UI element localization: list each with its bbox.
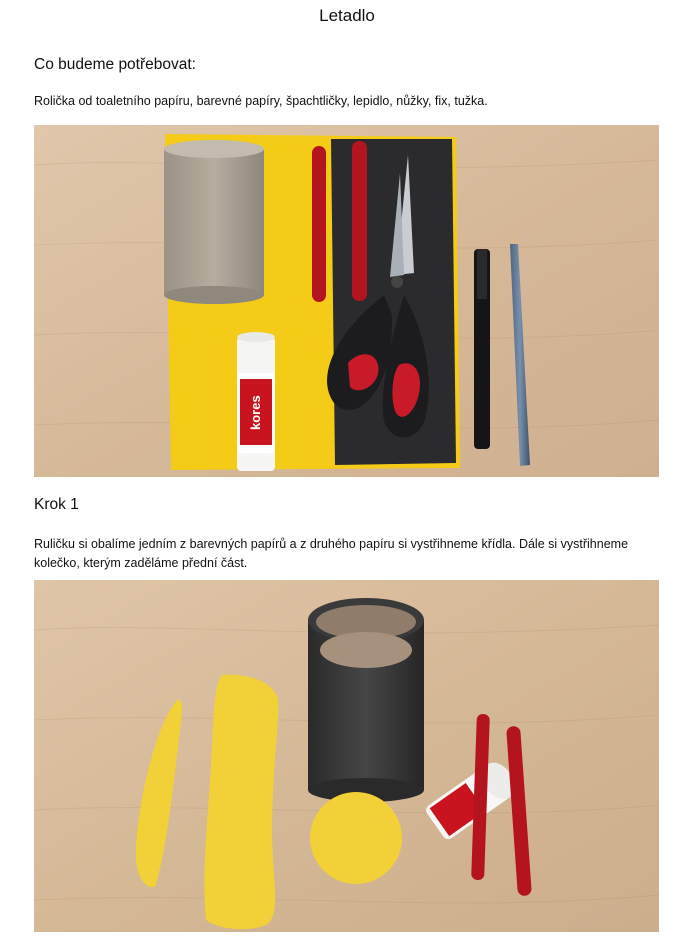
yellow-circle xyxy=(310,792,402,884)
document-title: Letadlo xyxy=(319,6,375,25)
glue-brand-label: kores xyxy=(248,395,263,430)
glue-stick xyxy=(237,332,275,471)
section-heading-materials: Co budeme potřebovat: xyxy=(34,56,196,73)
yellow-wing-large xyxy=(204,675,278,929)
section-heading-step1: Krok 1 xyxy=(34,496,79,513)
materials-photo xyxy=(34,125,659,477)
step1-text: Ruličku si obalíme jedním z barevných papírů a z druhého papíru si vystřihneme křídla. Dále si vystřihneme kolečko, kterým zaděláme přední část. xyxy=(34,537,629,570)
step1-photo xyxy=(34,580,659,932)
black-wrapped-roll xyxy=(308,598,424,802)
black-marker xyxy=(474,249,490,449)
toilet-paper-roll xyxy=(164,140,264,304)
red-stick xyxy=(352,141,367,301)
red-stick xyxy=(312,146,326,302)
materials-text: Rolička od toaletního papíru, barevné papíry, špachtličky, lepidlo, nůžky, fix, tužka. xyxy=(34,94,488,108)
